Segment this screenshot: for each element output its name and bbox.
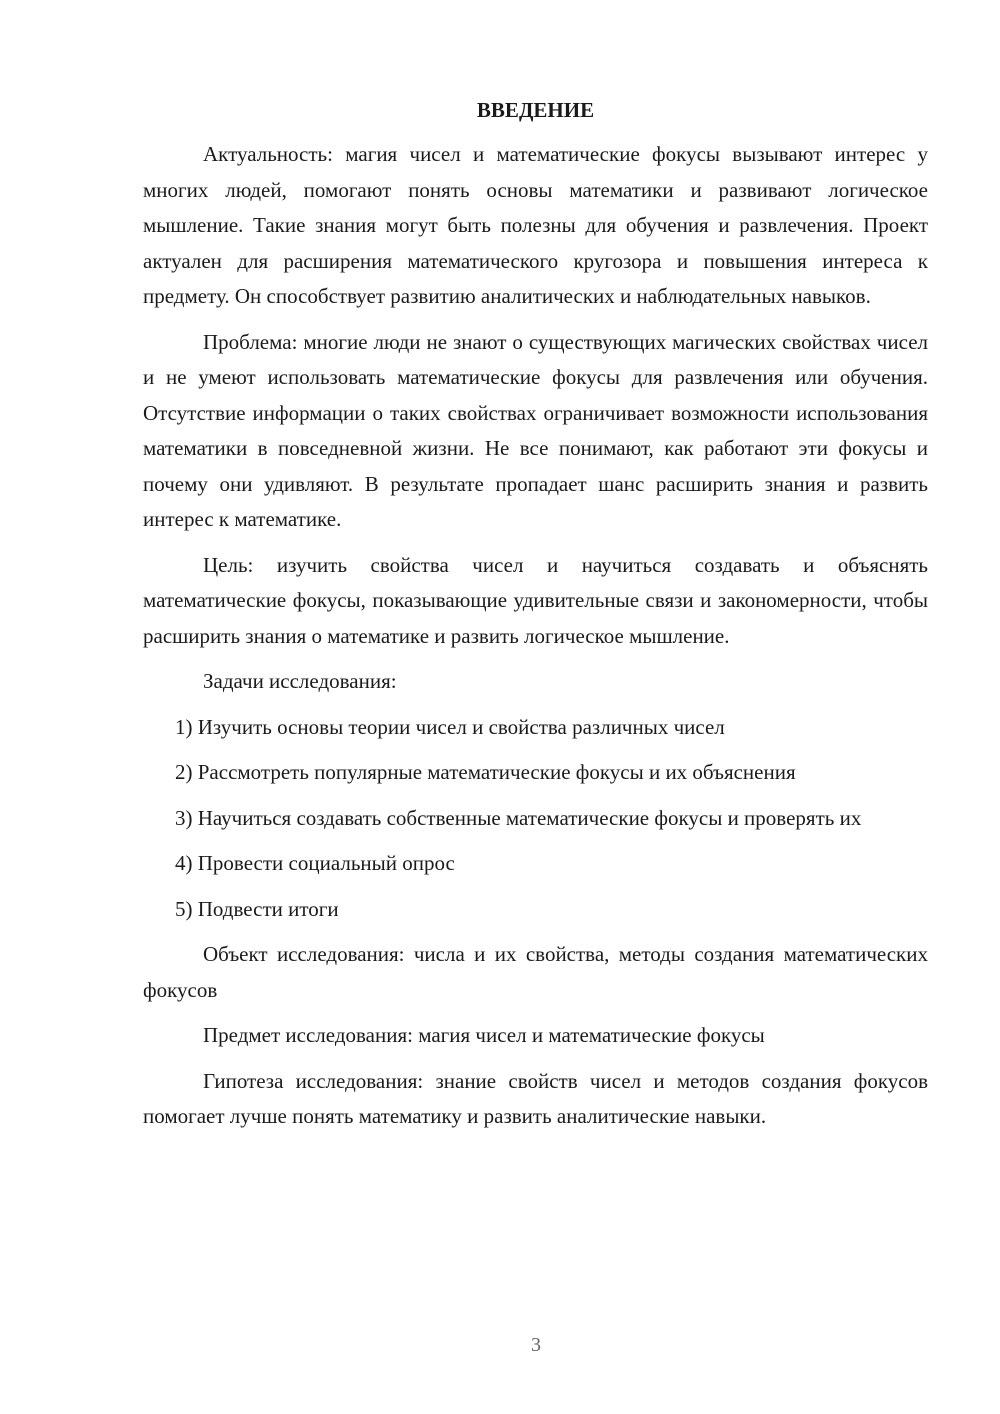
section-title: ВВЕДЕНИЕ <box>476 98 595 122</box>
paragraph-subject: Предмет исследования: магия чисел и математические фокусы <box>203 1023 765 1047</box>
task-item: 3) Научиться создавать собственные математические фокусы и проверять их <box>175 805 862 830</box>
paragraph-object: Объект исследования: числа и их свойства, методы создания математических фокусов <box>143 942 928 1002</box>
page-number: 3 <box>531 1334 541 1356</box>
paragraph-goal: Цель: изучить свойства чисел и научиться создавать и объяснять математические фокусы, показывающие удивительные связи и закономерности, чтобы расширить знания о математике и развить логическое мышление. <box>143 552 928 648</box>
task-item: 2) Рассмотреть популярные математические фокусы и их объяснения <box>175 760 796 784</box>
paragraph-problem: Проблема: многие люди не знают о существующих магических свойствах чисел и не умеют использовать математические фокусы для развлечения или обучения. Отсутствие информации о таких свойствах ограничивает возможности использования математики в повседневной жизни. Не все понимают, как работают эти фокусы и почему они удивляют. В результате пропадает шанс расширить знания и развить интерес к математике. <box>143 329 928 531</box>
document-page <box>143 95 928 1145</box>
task-item: 5) Подвести итоги <box>175 896 339 921</box>
tasks-heading: Задачи исследования: <box>203 669 397 693</box>
task-item: 4) Провести социальный опрос <box>175 851 455 875</box>
paragraph-hypothesis: Гипотеза исследования: знание свойств чисел и методов создания фокусов помогает лучше понять математику и развить аналитические навыки. <box>143 1068 928 1128</box>
task-item: 1) Изучить основы теории чисел и свойства различных чисел <box>175 714 725 739</box>
paragraph-relevance: Актуальность: магия чисел и математические фокусы вызывают интерес у многих людей, помогают понять основы математики и развивают логическое мышление. Такие знания могут быть полезны для обучения и развлечения. Проект актуален для расширения математического кругозора и повышения интереса к предмету. Он способствует развитию аналитических и наблюдательных навыков. <box>143 142 928 308</box>
